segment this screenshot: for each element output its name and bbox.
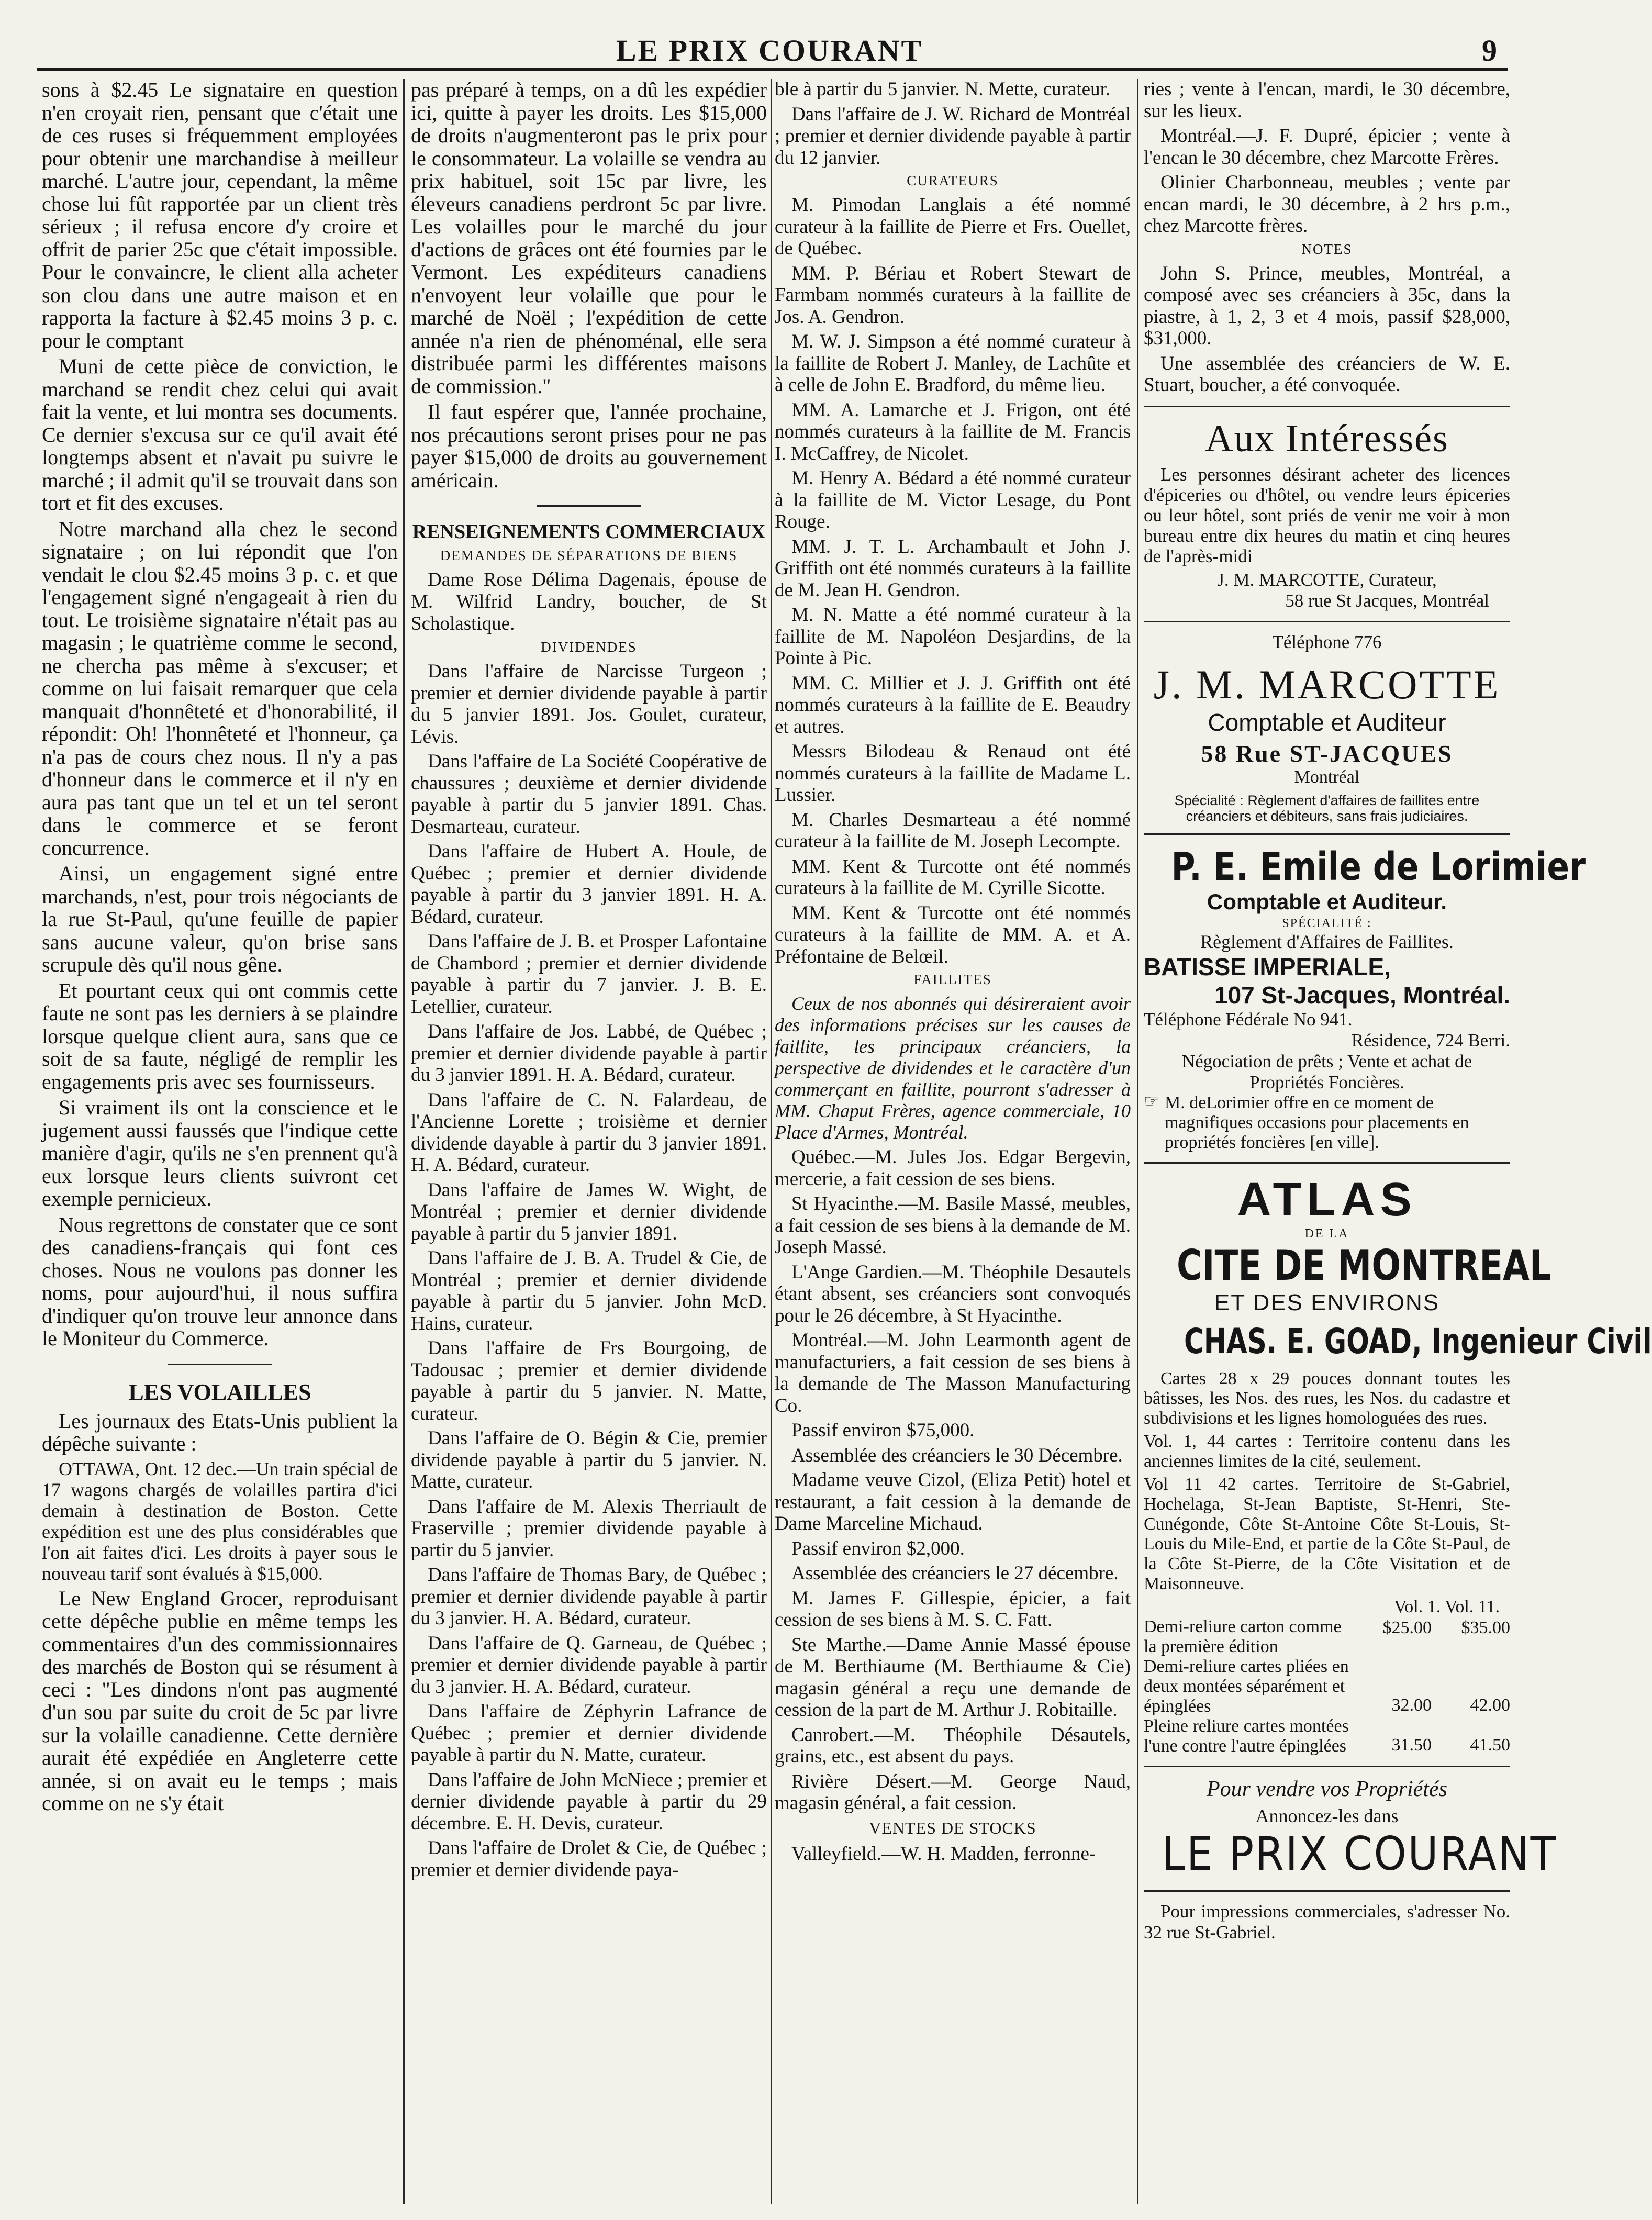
ad-text: Pour impressions commerciales, s'adresser No. 32 rue St-Gabriel. <box>1144 1901 1510 1943</box>
dividend-notice: Dans l'affaire de La Société Coopérative de chaussures ; deuxième et dernier dividende payable à partir du 5 janvier 1891. Chas. Desmarteau, curateur. <box>411 751 767 838</box>
header-rule <box>37 68 1508 71</box>
dividend-notice: Dans l'affaire de John McNiece ; premier et dernier dividende payable à partir du 29 décembre. E. H. Devis, curateur. <box>411 1769 767 1834</box>
bankruptcy-notice: M. James F. Gillespie, épicier, a fait cession de ses biens à M. S. C. Fatt. <box>775 1587 1131 1631</box>
price-label: Pleine reliure cartes montées l'une contre l'autre épinglées <box>1144 1716 1349 1756</box>
column-divider <box>403 79 405 2204</box>
ad-tagline: Pour vendre vos Propriétés <box>1207 1777 1447 1801</box>
ad-title: ATLAS <box>1237 1173 1417 1226</box>
dividend-notice: Dans l'affaire de Frs Bourgoing, de Tadousac ; premier et dernier dividende payable à partir du 5 janvier. N. Matte, curateur. <box>411 1337 767 1424</box>
ad-name: J. M. MARCOTTE <box>1153 661 1501 707</box>
ad-address: 58 Rue ST-JACQUES <box>1201 740 1453 767</box>
curator-notice: MM. A. Lamarche et J. Frigon, ont été nommés curateurs à la faillite de M. Francis I. McCaffrey, de Nicolet. <box>775 399 1131 464</box>
ad-headline: CITE DE MONTREAL <box>1177 1241 1551 1290</box>
dividend-notice: Dans l'affaire de J. W. Richard de Montréal ; premier et dernier dividende payable à partir du 12 janvier. <box>775 103 1131 169</box>
column-divider <box>1137 79 1138 2204</box>
dividend-notice: Dans l'affaire de Hubert A. Houle, de Québec ; premier et dernier dividende payable à partir du 3 janvier 1891. H. A. Bédard, curateur. <box>411 841 767 928</box>
ad-lorimier <box>1144 844 1586 1153</box>
dividend-notice: Dans l'affaire de J. B. A. Trudel & Cie, de Montréal ; premier et dernier dividende payable à partir du 5 janvier. John McD. Hains, curateur. <box>411 1247 767 1334</box>
ad-volume: Vol. 1, 44 cartes : Territoire contenu dans les anciennes limites de la cité, seulement. <box>1144 1431 1510 1471</box>
column-1 <box>42 79 398 2204</box>
ad-services: Négociation de prêts ; Vente et achat de Propriétés Foncières. <box>1181 1051 1472 1092</box>
bankruptcy-notice: Assemblée des créanciers le 30 Décembre. <box>791 1444 1123 1466</box>
column-2 <box>411 79 767 2204</box>
price-vol2: 42.00 <box>1470 1695 1510 1715</box>
ad-title: LE PRIX COURANT <box>1162 1826 1557 1881</box>
ad-telephone: Téléphone Fédérale No 941. <box>1144 1009 1353 1030</box>
ad-divider <box>1144 833 1510 835</box>
ad-telephone: Téléphone 776 <box>1272 631 1382 652</box>
bankruptcy-notice: St Hyacinthe.—M. Basile Massé, meubles, a fait cession de ses biens à la demande de M. Joseph Massé. <box>775 1193 1131 1258</box>
ad-role: Comptable et Auditeur. <box>1207 889 1447 914</box>
column-divider <box>771 79 772 2204</box>
ad-signature: J. M. MARCOTTE, Curateur, <box>1217 569 1437 590</box>
curator-notice: M. N. Matte a été nommé curateur à la faillite de M. Napoléon Desjardins, de la Pointe à Pic. <box>775 604 1131 669</box>
ad-address: 58 rue St Jacques, Montréal <box>1285 590 1489 611</box>
ad-residence: Résidence, 724 Berri. <box>1351 1030 1510 1051</box>
price-vol2: 41.50 <box>1470 1735 1510 1755</box>
ad-subheadline: ET DES ENVIRONS <box>1214 1289 1440 1315</box>
ad-title: Aux Intéressés <box>1205 417 1449 460</box>
price-vol2: $35.00 <box>1461 1617 1510 1637</box>
dividend-notice: ble à partir du 5 janvier. N. Mette, curateur. <box>775 79 1111 100</box>
ad-subtitle: DE LA <box>1304 1226 1349 1241</box>
curator-notice: MM. C. Millier et J. J. Griffith ont été nommés curateurs à la faillite de E. Beaudry et autres. <box>775 672 1131 738</box>
ad-author: CHAS. E. GOAD, Ingenieur Civil <box>1184 1321 1652 1362</box>
curator-notice: MM. J. T. L. Archambault et John J. Griffith ont été nommés curateurs à la faillite de M. Jean H. Gendron. <box>775 536 1131 601</box>
sale-notice: Montréal.—J. F. Dupré, épicier ; vente à l'encan le 30 décembre, chez Marcotte Frères. <box>1144 125 1510 169</box>
ad-divider <box>1144 1890 1510 1892</box>
article-paragraph: Il faut espérer que, l'année prochaine, nos précautions seront prises pour ne pas payer $15,000 de droits au gouvernement américain. <box>411 400 767 492</box>
price-label: Demi-reliure carton comme la première édition <box>1144 1616 1342 1656</box>
curator-notice: Messrs Bilodeau & Renaud ont été nommés curateurs à la faillite de Madame L. Lussier. <box>775 741 1131 806</box>
subsection-heading: DIVIDENDES <box>541 639 637 655</box>
ad-building: BATISSE IMPERIALE, <box>1144 953 1391 980</box>
bankruptcy-notice: Assemblée des créanciers le 27 décembre. <box>791 1563 1119 1584</box>
subsection-heading: FAILLITES <box>913 972 992 987</box>
subsection-heading: DEMANDES DE SÉPARATIONS DE BIENS <box>440 548 738 563</box>
masthead-title: LE PRIX COURANT <box>616 34 923 68</box>
article-paragraph: OTTAWA, Ont. 12 dec.—Un train spécial de 17 wagons chargés de volailles partira d'ici demain à destination de Boston. Cette expédition est une des plus considérables que l'on ait faites d'ici. Les droits à payer sous le nouveau tarif sont évalués à $15,000. <box>42 1458 398 1584</box>
ad-offer <box>1144 1093 1510 1153</box>
dividend-notice: Dans l'affaire de Q. Garneau, de Québec ; premier et dernier dividende payable à partir du 3 janvier. H. A. Bédard, curateur. <box>411 1632 767 1698</box>
dividend-notice: Dans l'affaire de Drolet & Cie, de Québec ; premier et dernier dividende paya- <box>411 1837 767 1881</box>
page-header <box>37 29 1502 71</box>
article-paragraph: Le New England Grocer, reproduisant cette dépêche publie en même temps les commentaires d'un des commissionnaires des marchés de Boston qui se résument à ceci : "Les dindons n'ont pas augmenté d'un sou par suite du croit de 5c par livre sur la volaille canadienne. Cette dernière aurait été expédiée en Angleterre cette année, si on avait eu le temps ; mais comme on ne s'y était <box>42 1586 398 1815</box>
ad-prix-courant <box>1144 1777 1557 1943</box>
notice-paragraph: Dame Rose Délima Dagenais, épouse de M. Wilfrid Landry, boucher, de St Scholastique. <box>411 569 767 634</box>
price-row <box>1144 1617 1510 1657</box>
ad-offer-text: M. deLorimier offre en ce moment de magnifiques occasions pour placements en propriétés foncières [en ville]. <box>1165 1092 1469 1152</box>
bankruptcy-notice: Ste Marthe.—Dame Annie Massé épouse de M. Berthiaume (M. Berthiaume & Cie) magasin général a reçu une demande de cession de la part de M. Arthur J. Robitaille. <box>775 1634 1131 1721</box>
article-paragraph: Nous regrettons de constater que ce sont des canadiens-français qui font ces choses. Nous ne voulons pas donner les noms, pour aujourd'hui, il nous suffira d'indiquer qu'on trouve leur annonce dans le Moniteur du Commerce. <box>42 1212 398 1350</box>
article-paragraph: Muni de cette pièce de conviction, le marchand se rendit chez celui qui avait fait la vente, et lui montra ses documents. Ce dernier s'excusa sur ce qu'il avait été longtemps absent et n'avait pu suivre le marché ; il admit qu'il se trouvait dans son tort et fit des excuses. <box>42 354 398 515</box>
price-label: Demi-reliure cartes pliées en deux montées séparément et épinglées <box>1144 1656 1349 1716</box>
curator-notice: MM. Kent & Turcotte ont été nommés curateurs à la faillite de M. Cyrille Sicotte. <box>775 855 1131 899</box>
bankruptcy-notice: L'Ange Gardien.—M. Théophile Desautels étant absent, ses créanciers sont convoqués pour le 26 décembre, à St Hyacinthe. <box>775 1261 1131 1326</box>
price-vol1: 32.00 <box>1391 1695 1432 1715</box>
ad-role: Comptable et Auditeur <box>1208 708 1446 736</box>
ad-specialty: Règlement d'Affaires de Faillites. <box>1200 931 1454 952</box>
curator-notice: MM. P. Bériau et Robert Stewart de Farmbam nommés curateurs à la faillite de Jos. A. Gendron. <box>775 262 1131 328</box>
ad-address: 107 St-Jacques, Montréal. <box>1214 981 1510 1009</box>
price-vol1: 31.50 <box>1391 1735 1432 1755</box>
ad-specialty: Spécialité : Règlement d'affaires de faillites entre créanciers et débiteurs, sans frais judiciaires. <box>1174 792 1480 824</box>
note-paragraph: Une assemblée des créanciers de W. E. Stuart, boucher, a été convoquée. <box>1144 352 1510 396</box>
pointing-hand-icon: ☞ <box>1144 1091 1160 1111</box>
article-paragraph: sons à $2.45 Le signataire en question n'en croyait rien, pensant que c'était une de ces ruses si fréquemment employées pour obtenir une marchandise à meilleur marché. L'autre jour, cependant, la même chose lui fût rapportée par un client très sérieux ; il refusa encore d'y croire et offrit de parier 25c que c'était impossible. Pour le convaincre, le client alla acheter son clou dans une autre maison et en rapporta la facture à $2.45 moins 3 p. c. pour le comptant <box>42 78 398 352</box>
dividend-notice: Dans l'affaire de Zéphyrin Lafrance de Québec ; premier et dernier dividende payable à partir du N. Matte, curateur. <box>411 1701 767 1766</box>
ad-divider <box>1144 1766 1510 1767</box>
curator-notice: M. W. J. Simpson a été nommé curateur à la faillite de Robert J. Manley, de Lachûte et à celle de John E. Bradford, du même lieu. <box>775 331 1131 396</box>
ad-name: P. E. Emile de Lorimier <box>1171 844 1586 889</box>
price-row <box>1144 1716 1510 1756</box>
ad-divider <box>1144 621 1510 622</box>
curator-notice: M. Pimodan Langlais a été nommé curateur à la faillite de Pierre et Frs. Ouellet, de Québec. <box>775 194 1131 259</box>
article-paragraph: Notre marchand alla chez le second signataire ; on lui répondit que l'on vendait le clou $2.45 moins 3 p. c. et que l'engagement signé n'engageait à rien du tout. Le troisième signataire n'était pas au magasin ; le quatrième comme le second, ne chercha pas même à s'excuser; et comme on lui faisait remarquer que cela manquait d'honnêteté et d'honorabilité, il répondit: Oh! l'honnêteté et l'honneur, ça n'a pas de cours chez nous. Il n'y a pas d'honneur dans le commerce et il n'y en aura pas tant que un tel et un tel seront dans le commerce et se feront concurrence. <box>42 517 398 860</box>
bankruptcy-notice: Canrobert.—M. Théophile Désautels, grains, etc., est absent du pays. <box>775 1724 1131 1767</box>
sale-notice: Valleyfield.—W. H. Madden, ferronne- <box>791 1843 1096 1865</box>
ad-volume: Vol 11 42 cartes. Territoire de St-Gabriel, Hochelaga, St-Jean Baptiste, St-Henri, Ste-Cunégonde, Côte St-Antoine Côte St-Louis, St-Louis du Mile-End, et partie de la Côte St-Paul, de la Côte St-Pierre, de la Côte Visitation et de Maisonneuve. <box>1144 1474 1510 1593</box>
dividend-notice: Dans l'affaire de C. N. Falardeau, de l'Ancienne Lorette ; troisième et dernier dividende dayable à partir du 3 janvier 1891. H. A. Bédard, curateur. <box>411 1089 767 1176</box>
article-paragraph: Les journaux des Etats-Unis publient la dépêche suivante : <box>42 1409 398 1455</box>
subsection-heading: CURATEURS <box>907 173 999 188</box>
ad-specialty-label: SPÉCIALITÉ : <box>1282 916 1372 930</box>
ad-description: Cartes 28 x 29 pouces donnant toutes les bâtisses, les Nos. des rues, les Nos. du cadastre et subdivisions et les lignes homologuées des rues. <box>1144 1368 1510 1428</box>
ad-aux-interesses <box>1144 417 1510 611</box>
note-paragraph: John S. Prince, meubles, Montréal, a composé avec ses créanciers à 35c, dans la piastre, à 1, 2, 3 et 4 mois, passif $28,000, $31,000. <box>1144 262 1510 349</box>
sale-notice: Olinier Charbonneau, meubles ; vente par encan mardi, le 30 décembre, à 2 hrs p.m., chez Marcotte frères. <box>1144 172 1510 237</box>
page-number: 9 <box>1482 34 1497 68</box>
dividend-notice: Dans l'affaire de O. Bégin & Cie, premier dividende payable à partir du 5 janvier. N. Matte, curateur. <box>411 1427 767 1492</box>
article-paragraph: Ainsi, un engagement signé entre marchands, n'est, pour trois négociants de la rue St-Paul, qu'une feuille de papier sans aucune valeur, qu'on brise sans scrupule dès qu'il nous gêne. <box>42 862 398 976</box>
section-heading: RENSEIGNEMENTS COMMERCIAUX <box>412 521 766 543</box>
dividend-notice: Dans l'affaire de J. B. et Prosper Lafontaine de Chambord ; premier et dernier dividende payable à partir du 7 janvier. J. B. E. Letellier, curateur. <box>411 931 767 1018</box>
bankruptcy-notice: Rivière Désert.—M. George Naud, magasin général, a fait cession. <box>775 1770 1131 1814</box>
ad-marcotte <box>1144 632 1510 824</box>
bankruptcy-intro: Ceux de nos abonnés qui désireraient avoir des informations précises sur les causes de faillite, les principaux créanciers, la perspective de dividendes et le caractère d'un commerçant en faillite, pourront s'adresser à MM. Chaput Frères, agence commerciale, 10 Place d'Armes, Montréal. <box>775 993 1131 1143</box>
bankruptcy-notice: Madame veuve Cizol, (Eliza Petit) hotel et restaurant, a fait cession à la demande de Dame Marceline Michaud. <box>775 1469 1131 1534</box>
column-3 <box>775 79 1131 2204</box>
dividend-notice: Dans l'affaire de M. Alexis Therriault de Fraserville ; premier dividende payable à partir du 5 janvier. <box>411 1496 767 1561</box>
article-paragraph: pas préparé à temps, on a dû les expédier ici, quitte à payer les droits. Les $15,000 de droits n'augmenteront pas le prix pour le consommateur. La volaille se vendra au prix habituel, soit 15c par livre, les éleveurs canadiens perdront 5c par livre. Les volailles pour le marché du jour d'actions de grâces ont été fournies par le Vermont. Les expéditeurs canadiens n'envoyent leur volaille que pour le marché de Noël ; l'expédition de cette année n'a rien de phénoménal, elle sera distribuée parmi les différentes maisons de commission." <box>411 78 767 398</box>
curator-notice: M. Henry A. Bédard a été nommé curateur à la faillite de M. Victor Lesage, du Pont Rouge. <box>775 467 1131 532</box>
bankruptcy-notice: Passif environ $75,000. <box>791 1420 975 1441</box>
section-heading: LES VOLAILLES <box>128 1379 311 1405</box>
dividends-list <box>411 661 767 1881</box>
section-separator <box>168 1364 272 1365</box>
subsection-heading: NOTES <box>1301 241 1353 257</box>
bankruptcy-notice: Passif environ $2,000. <box>791 1537 965 1559</box>
curator-notice: MM. Kent & Turcotte ont été nommés curateurs à la faillite de MM. A. et A. Préfontaine de Belœil. <box>775 902 1131 967</box>
section-separator <box>537 505 641 507</box>
price-row <box>1144 1657 1510 1716</box>
dividend-notice: Dans l'affaire de Narcisse Turgeon ; premier et dernier dividende payable à partir du 5 janvier 1891. Jos. Goulet, curateur, Lévis. <box>411 661 767 748</box>
dividend-notice: Dans l'affaire de James W. Wight, de Montréal ; premier et dernier dividende payable à partir du 5 janvier 1891. <box>411 1179 767 1244</box>
dividend-notice: Dans l'affaire de Jos. Labbé, de Québec ; premier et dernier dividende payable à partir du 3 janvier 1891. H. A. Bédard, curateur. <box>411 1021 767 1086</box>
ad-atlas <box>1144 1173 1652 1756</box>
column-4 <box>1144 79 1652 2204</box>
curator-notice: M. Charles Desmarteau a été nommé curateur à la faillite de M. Joseph Lecompte. <box>775 809 1131 852</box>
subsection-heading: VENTES DE STOCKS <box>869 1818 1036 1837</box>
price-table-header: Vol. 1. Vol. 11. <box>1394 1597 1500 1616</box>
ad-divider <box>1144 406 1510 407</box>
dividend-notice: Dans l'affaire de Thomas Bary, de Québec ; premier et dernier dividende payable à partir du 3 janvier. H. A. Bédard, curateur. <box>411 1564 767 1629</box>
sale-notice: ries ; vente à l'encan, mardi, le 30 décembre, sur les lieux. <box>1144 79 1510 122</box>
article-paragraph: Et pourtant ceux qui ont commis cette faute ne sont pas les derniers à se plaindre lorsque quelque client aura, sans que ce soit de sa faute, négligé de remplir les engagements pris avec ses fournisseurs. <box>42 978 398 1094</box>
ad-city: Montréal <box>1294 767 1360 787</box>
ad-text: Les personnes désirant acheter des licences d'épiceries ou d'hôtel, ou vendre leurs épiceries ou leur hôtel, sont priés de venir me voir à mon bureau entre dix heures du matin et cinq heures de l'après-midi <box>1144 464 1510 566</box>
bankruptcy-notice: Québec.—M. Jules Jos. Edgar Bergevin, mercerie, a fait cession de ses biens. <box>775 1146 1131 1190</box>
price-vol1: $25.00 <box>1382 1617 1432 1637</box>
article-paragraph: Si vraiment ils ont la conscience et le jugement aussi faussés que l'indique cette manière d'agir, qu'ils ne s'en prennent qu'à eux lorsque leurs clients suivront cet exemple pernicieux. <box>42 1096 398 1210</box>
ad-subtitle: Annoncez-les dans <box>1255 1805 1399 1826</box>
ad-divider <box>1144 1162 1510 1164</box>
bankruptcy-notice: Montréal.—M. John Learmonth agent de manufacturiers, a fait cession de ses biens à la demande de The Masson Manufacturing Co. <box>775 1330 1131 1416</box>
